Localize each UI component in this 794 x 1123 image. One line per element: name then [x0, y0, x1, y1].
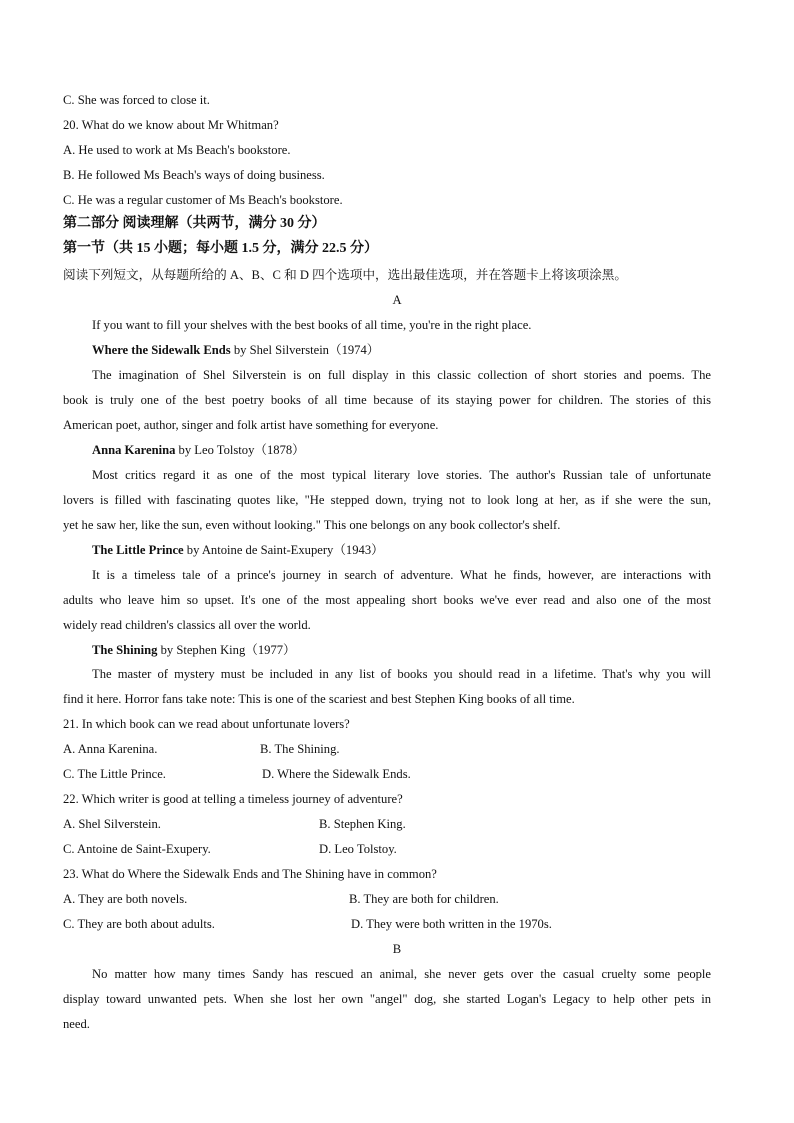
book4-heading [92, 642, 296, 658]
book1-line-3: American poet, author, singer and folk artist have something for everyone. [63, 418, 439, 432]
book3-title: The Little Prince [92, 543, 184, 557]
q23-option-d: D. They were both written in the 1970s. [351, 917, 552, 931]
part-title: 第二部分 阅读理解（共两节，满分 30 分） [63, 216, 326, 231]
q22-option-b: B. Stephen King. [319, 817, 406, 831]
passage-a-label: A [392, 293, 402, 307]
book2-line-3: yet he saw her, like the sun, even without looking." This one belongs on any book collector's shelf. [63, 518, 561, 532]
book2-line-1: Most critics regard it as one of the most typical literary love stories. The author's Russian tale of unfortunate [92, 468, 711, 482]
book3-line-1: It is a timeless tale of a prince's journey in search of adventure. What he finds, however, are interactions with [92, 568, 711, 582]
q20-option-a: A. He used to work at Ms Beach's bookstore. [63, 143, 291, 157]
q23-option-a: A. They are both novels. [63, 892, 188, 906]
q21-stem: 21. In which book can we read about unfortunate lovers? [63, 717, 350, 731]
book4-line-2: find it here. Horror fans take note: This is one of the scariest and best Stephen King books of all time. [63, 692, 575, 706]
book3-heading [92, 542, 384, 558]
q20-stem: 20. What do we know about Mr Whitman? [63, 118, 279, 132]
book1-line-1: The imagination of Shel Silverstein is on full display in this classic collection of short stories and poems. The [92, 368, 711, 382]
q21-option-b: B. The Shining. [260, 742, 340, 756]
q22-option-c: C. Antoine de Saint-Exupery. [63, 842, 211, 856]
book2-title: Anna Karenina [92, 443, 176, 457]
book1-line-2: book is truly one of the best poetry books of all time because of its staying power for children. The stories of this [63, 393, 711, 407]
q22-stem: 22. Which writer is good at telling a timeless journey of adventure? [63, 792, 403, 806]
q21-option-a: A. Anna Karenina. [63, 742, 158, 756]
passage-b-label: B [392, 942, 402, 956]
q23-option-c: C. They are both about adults. [63, 917, 215, 931]
passage-a-intro: If you want to fill your shelves with the best books of all time, you're in the right place. [92, 318, 532, 332]
passage-b-line-2: display toward unwanted pets. When she lost her own "angel" dog, she started Logan's Legacy to help other pets in [63, 992, 711, 1006]
section-title: 第一节（共 15 小题；每小题 1.5 分，满分 22.5 分） [63, 241, 378, 256]
q23-stem: 23. What do Where the Sidewalk Ends and The Shining have in common? [63, 867, 437, 881]
passage-b-line-1: No matter how many times Sandy has rescued an animal, she never gets over the casual cruelty some people [92, 967, 711, 981]
q22-option-d: D. Leo Tolstoy. [319, 842, 397, 856]
book4-line-1: The master of mystery must be included in any list of books you should read in a lifetime. That's why you will [92, 667, 711, 681]
passage-b-line-3: need. [63, 1017, 90, 1031]
book3-author: by Antoine de Saint-Exupery（1943） [183, 543, 384, 557]
book4-author: by Stephen King（1977） [157, 643, 296, 657]
book2-heading [92, 442, 305, 458]
book2-line-2: lovers is filled with fascinating quotes like, "He stepped down, trying not to look long at her, as if she were the sun, [63, 493, 711, 507]
book3-line-2: adults who leave him so upset. It's one of the most appealing short books we've ever read and also one of the most [63, 593, 711, 607]
q19-option-c: C. She was forced to close it. [63, 93, 210, 107]
q21-option-d: D. Where the Sidewalk Ends. [262, 767, 411, 781]
book1-heading [92, 342, 379, 358]
book4-title: The Shining [92, 643, 158, 657]
q20-option-b: B. He followed Ms Beach's ways of doing business. [63, 168, 325, 182]
q23-option-b: B. They are both for children. [349, 892, 499, 906]
book2-author: by Leo Tolstoy（1878） [175, 443, 305, 457]
q22-option-a: A. Shel Silverstein. [63, 817, 161, 831]
q21-option-c: C. The Little Prince. [63, 767, 166, 781]
instruction: 阅读下列短文，从每题所给的 A、B、C 和 D 四个选项中，选出最佳选项，并在答题卡上将该项涂黑。 [63, 268, 627, 282]
book1-author: by Shel Silverstein（1974） [230, 343, 380, 357]
book1-title: Where the Sidewalk Ends [92, 343, 231, 357]
q20-option-c: C. He was a regular customer of Ms Beach's bookstore. [63, 193, 343, 207]
book3-line-3: widely read children's classics all over the world. [63, 618, 311, 632]
